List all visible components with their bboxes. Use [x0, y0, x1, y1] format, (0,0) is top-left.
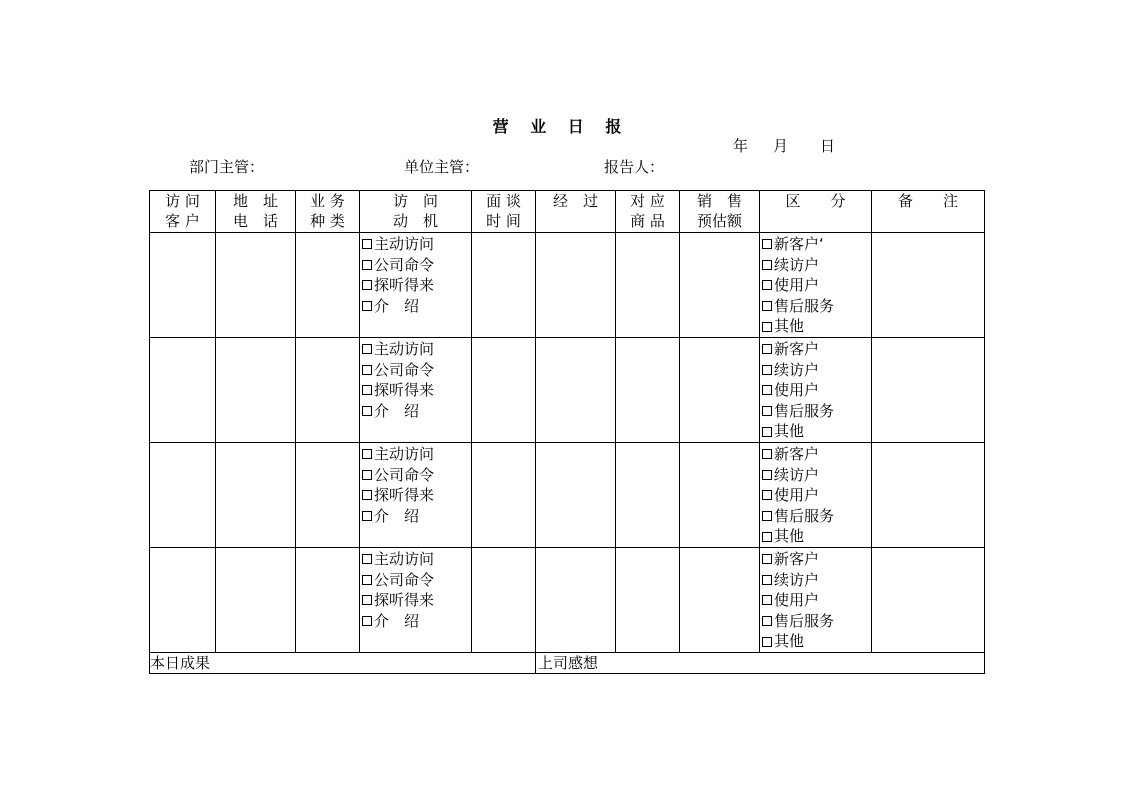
- visit-customer-cell[interactable]: [150, 233, 216, 338]
- category-option-label: 其他: [774, 317, 805, 336]
- motive-option-label: 介 绍: [374, 296, 420, 315]
- category-option[interactable]: [762, 234, 871, 255]
- sales-estimate-cell[interactable]: [680, 443, 760, 548]
- day-label: 日: [820, 137, 836, 155]
- motive-option-label: 主动访问: [374, 235, 435, 253]
- motive-option[interactable]: [362, 465, 471, 486]
- motive-option-label: 探听得来: [374, 381, 435, 400]
- category-option-label: 续访户: [774, 465, 820, 484]
- category-option-label: 售后服务: [774, 506, 835, 525]
- checkbox-icon[interactable]: [362, 365, 372, 375]
- table-row: [150, 338, 985, 443]
- checkbox-icon[interactable]: [762, 406, 772, 416]
- category-option[interactable]: [762, 485, 871, 506]
- checkbox-icon[interactable]: [362, 595, 372, 605]
- motive-option[interactable]: [362, 506, 471, 527]
- checkbox-icon[interactable]: [762, 575, 772, 585]
- motive-option-label: 介 绍: [374, 401, 420, 420]
- checkbox-icon[interactable]: [362, 470, 372, 480]
- col-header-visit-motive: 访 问 动 机: [360, 191, 472, 233]
- process-cell[interactable]: [536, 233, 616, 338]
- col-header-category: 区 分: [760, 191, 872, 233]
- process-cell[interactable]: [536, 338, 616, 443]
- category-option[interactable]: [762, 380, 871, 401]
- meeting-time-cell[interactable]: [472, 233, 536, 338]
- report-table: [149, 190, 985, 674]
- checkbox-icon[interactable]: [762, 595, 772, 605]
- motive-option[interactable]: [362, 590, 471, 611]
- checkbox-icon[interactable]: [362, 616, 372, 626]
- checkbox-icon[interactable]: [362, 260, 372, 270]
- col-header-visit-customer: 访 问 客 户: [150, 191, 216, 233]
- category-option-label: 使用户: [774, 381, 820, 400]
- checkbox-icon[interactable]: [762, 470, 772, 480]
- category-option[interactable]: [762, 401, 871, 422]
- checkbox-icon[interactable]: [762, 511, 772, 521]
- checkbox-icon[interactable]: [762, 322, 772, 332]
- checkbox-icon[interactable]: [362, 239, 372, 249]
- footer-row: [150, 653, 985, 674]
- category-option-label: 续访户: [774, 360, 820, 379]
- daily-results-label: 本日成果: [150, 654, 211, 672]
- category-option[interactable]: [762, 549, 871, 570]
- checkbox-icon[interactable]: [362, 575, 372, 585]
- category-option[interactable]: [762, 296, 871, 317]
- category-option[interactable]: [762, 444, 871, 465]
- checkbox-icon[interactable]: [762, 532, 772, 542]
- category-option[interactable]: [762, 360, 871, 381]
- motive-option-label: 公司命令: [374, 255, 435, 274]
- motive-option[interactable]: [362, 255, 471, 276]
- checkbox-icon[interactable]: [762, 365, 772, 375]
- motive-option-label: 探听得来: [374, 591, 435, 610]
- motive-option-label: 介 绍: [374, 611, 420, 630]
- checkbox-icon[interactable]: [362, 490, 372, 500]
- checkbox-icon[interactable]: [362, 554, 372, 564]
- visit-customer-cell[interactable]: [150, 443, 216, 548]
- category-option-label: 使用户: [774, 591, 820, 610]
- motive-option[interactable]: [362, 444, 471, 465]
- category-option[interactable]: [762, 631, 871, 652]
- meeting-time-cell[interactable]: [472, 338, 536, 443]
- col-header-address-phone: 地 址 电 话: [216, 191, 296, 233]
- checkbox-icon[interactable]: [762, 260, 772, 270]
- motive-option-label: 探听得来: [374, 486, 435, 505]
- supervisor-comment-label: 上司感想: [538, 654, 599, 672]
- checkbox-icon[interactable]: [762, 616, 772, 626]
- business-type-cell[interactable]: [296, 443, 360, 548]
- category-option[interactable]: [762, 526, 871, 547]
- address-phone-cell[interactable]: [216, 233, 296, 338]
- category-option-label: 售后服务: [774, 401, 835, 420]
- category-option[interactable]: [762, 339, 871, 360]
- motive-option[interactable]: [362, 570, 471, 591]
- category-option-label: 其他: [774, 632, 805, 651]
- product-cell[interactable]: [616, 233, 680, 338]
- checkbox-icon[interactable]: [762, 385, 772, 395]
- month-label: 月: [773, 137, 789, 155]
- sales-estimate-cell[interactable]: [680, 233, 760, 338]
- unit-manager-label: 单位主管：: [404, 158, 480, 176]
- category-option[interactable]: [762, 570, 871, 591]
- category-option[interactable]: [762, 255, 871, 276]
- category-option[interactable]: [762, 316, 871, 337]
- year-label: 年: [733, 137, 749, 155]
- motive-option-label: 主动访问: [374, 445, 435, 463]
- address-phone-cell[interactable]: [216, 338, 296, 443]
- reporter-label: 报告人：: [604, 158, 665, 176]
- category-cell: [760, 548, 872, 653]
- business-type-cell[interactable]: [296, 548, 360, 653]
- remarks-cell[interactable]: [872, 338, 985, 443]
- visit-customer-cell[interactable]: [150, 548, 216, 653]
- remarks-cell[interactable]: [872, 443, 985, 548]
- header-row: [150, 191, 985, 233]
- category-option-label: 续访户: [774, 570, 820, 589]
- business-type-cell[interactable]: [296, 338, 360, 443]
- dept-manager-label: 部门主管：: [189, 158, 265, 176]
- meeting-time-cell[interactable]: [472, 443, 536, 548]
- motive-option[interactable]: [362, 549, 471, 570]
- checkbox-icon[interactable]: [362, 449, 372, 459]
- col-header-sales-estimate: 销 售 预估额: [680, 191, 760, 233]
- motive-option-label: 公司命令: [374, 360, 435, 379]
- sales-estimate-cell[interactable]: [680, 338, 760, 443]
- checkbox-icon[interactable]: [362, 280, 372, 290]
- visit-customer-cell[interactable]: [150, 338, 216, 443]
- checkbox-icon[interactable]: [762, 449, 772, 459]
- checkbox-icon[interactable]: [362, 344, 372, 354]
- motive-option[interactable]: [362, 234, 471, 255]
- visit-motive-cell: [360, 233, 472, 338]
- checkbox-icon[interactable]: [762, 301, 772, 311]
- checkbox-icon[interactable]: [762, 554, 772, 564]
- supervisor-comment-cell[interactable]: [536, 653, 985, 674]
- checkbox-icon[interactable]: [762, 427, 772, 437]
- motive-option[interactable]: [362, 485, 471, 506]
- business-type-cell[interactable]: [296, 233, 360, 338]
- category-option[interactable]: [762, 465, 871, 486]
- checkbox-icon[interactable]: [762, 637, 772, 647]
- address-phone-cell[interactable]: [216, 548, 296, 653]
- category-option-label: 售后服务: [774, 611, 835, 630]
- meeting-time-cell[interactable]: [472, 548, 536, 653]
- checkbox-icon[interactable]: [762, 490, 772, 500]
- motive-option-label: 介 绍: [374, 506, 420, 525]
- category-option-label: 其他: [774, 527, 805, 546]
- motive-option[interactable]: [362, 339, 471, 360]
- category-option-label: 新客户: [774, 445, 820, 463]
- table-row: [150, 548, 985, 653]
- checkbox-icon[interactable]: [362, 511, 372, 521]
- visit-motive-cell: [360, 338, 472, 443]
- checkbox-icon[interactable]: [362, 385, 372, 395]
- category-option-label: 新客户: [774, 550, 820, 568]
- motive-option-label: 探听得来: [374, 276, 435, 295]
- category-cell: [760, 233, 872, 338]
- visit-motive-cell: [360, 548, 472, 653]
- motive-option-label: 主动访问: [374, 550, 435, 568]
- motive-option[interactable]: [362, 380, 471, 401]
- product-cell[interactable]: [616, 548, 680, 653]
- date-line: [733, 135, 835, 156]
- remarks-cell[interactable]: [872, 548, 985, 653]
- visit-motive-cell: [360, 443, 472, 548]
- category-option[interactable]: [762, 590, 871, 611]
- category-option-label: 续访户: [774, 255, 820, 274]
- category-cell: [760, 338, 872, 443]
- motive-option-label: 主动访问: [374, 340, 435, 358]
- report-title: 营 业 日 报: [492, 117, 630, 136]
- checkbox-icon[interactable]: [362, 301, 372, 311]
- motive-option-label: 公司命令: [374, 570, 435, 589]
- table-row: [150, 443, 985, 548]
- motive-option[interactable]: [362, 360, 471, 381]
- motive-option[interactable]: [362, 296, 471, 317]
- category-cell: [760, 443, 872, 548]
- checkbox-icon[interactable]: [362, 406, 372, 416]
- checkbox-icon[interactable]: [762, 239, 772, 249]
- motive-option[interactable]: [362, 401, 471, 422]
- process-cell[interactable]: [536, 443, 616, 548]
- category-option[interactable]: [762, 275, 871, 296]
- address-phone-cell[interactable]: [216, 443, 296, 548]
- category-option[interactable]: [762, 506, 871, 527]
- category-option[interactable]: [762, 421, 871, 442]
- category-option-label: 售后服务: [774, 296, 835, 315]
- product-cell[interactable]: [616, 338, 680, 443]
- category-option-label: 新客户: [774, 340, 820, 358]
- col-header-remarks: 备 注: [872, 191, 985, 233]
- category-option-label: 其他: [774, 422, 805, 441]
- col-header-meeting-time: 面 谈 时 间: [472, 191, 536, 233]
- checkbox-icon[interactable]: [762, 344, 772, 354]
- col-header-product: 对 应 商 品: [616, 191, 680, 233]
- category-option-label: 使用户: [774, 276, 820, 295]
- col-header-business-type: 业 务 种 类: [296, 191, 360, 233]
- sales-estimate-cell[interactable]: [680, 548, 760, 653]
- checkbox-icon[interactable]: [762, 280, 772, 290]
- motive-option[interactable]: [362, 275, 471, 296]
- process-cell[interactable]: [536, 548, 616, 653]
- product-cell[interactable]: [616, 443, 680, 548]
- table-row: [150, 233, 985, 338]
- motive-option-label: 公司命令: [374, 465, 435, 484]
- category-option[interactable]: [762, 611, 871, 632]
- col-header-process: 经 过: [536, 191, 616, 233]
- daily-results-cell[interactable]: [150, 653, 536, 674]
- remarks-cell[interactable]: [872, 233, 985, 338]
- motive-option[interactable]: [362, 611, 471, 632]
- category-option-label: 使用户: [774, 486, 820, 505]
- category-option-label: 新客户‘: [774, 235, 824, 253]
